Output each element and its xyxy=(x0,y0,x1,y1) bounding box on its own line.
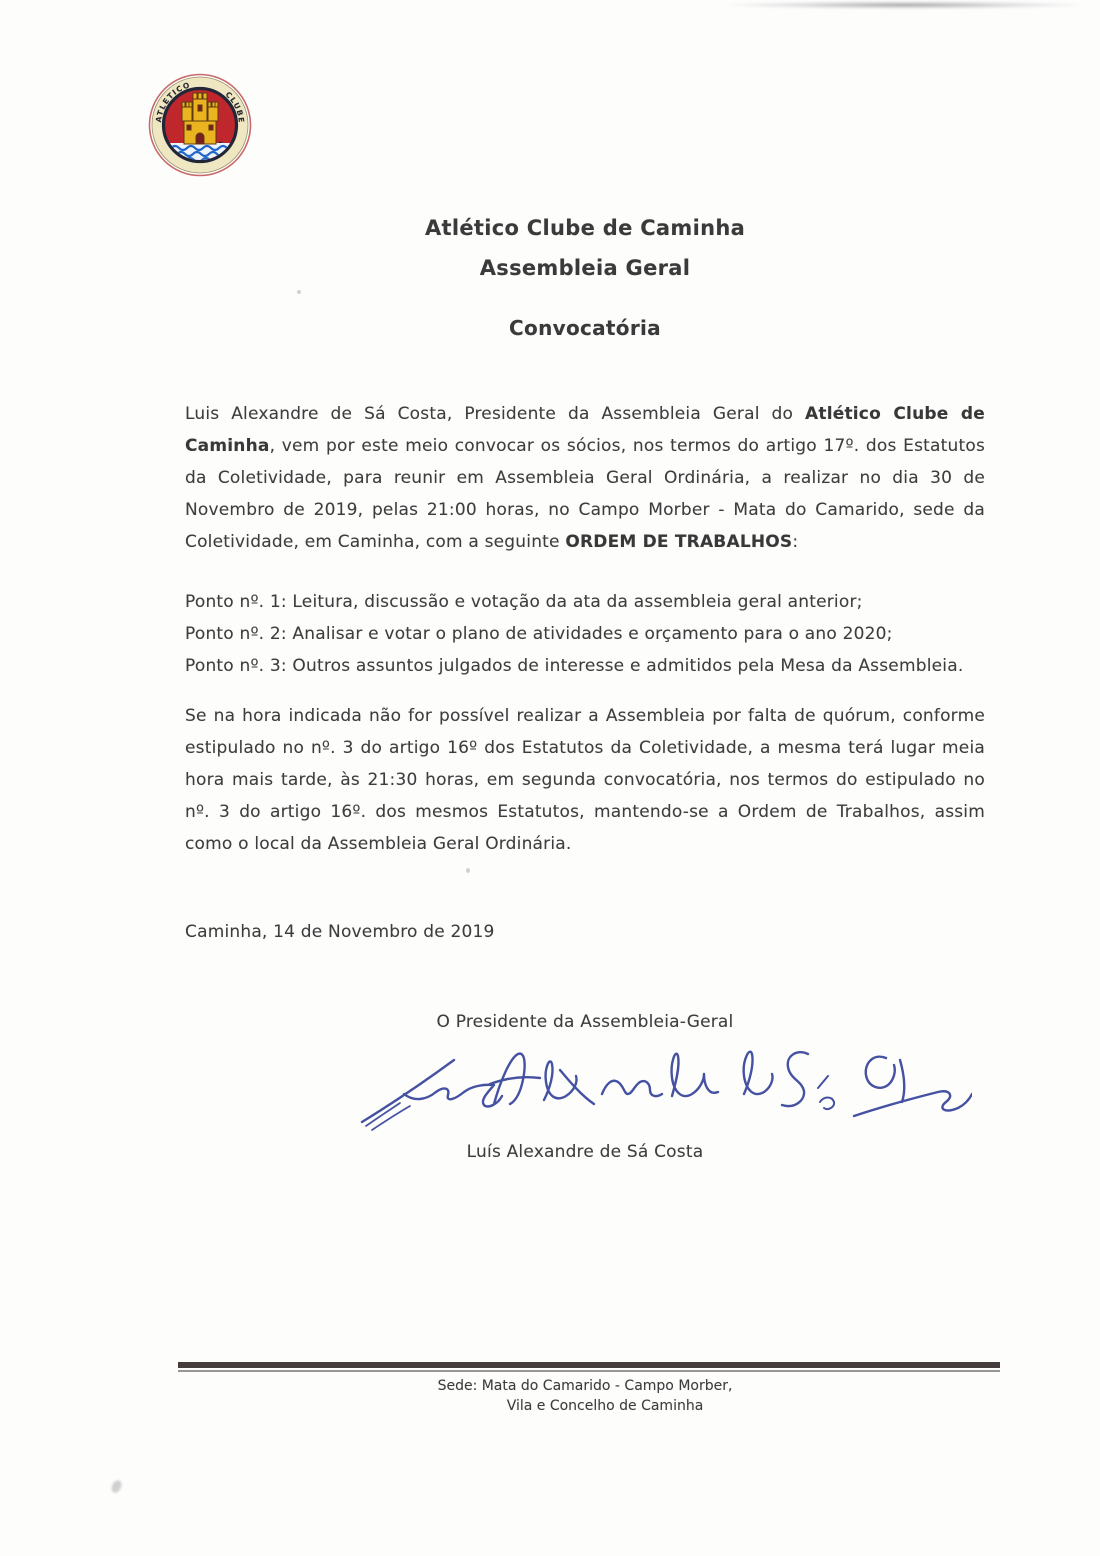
footer-rule-thick xyxy=(178,1362,1000,1368)
footer-address-line2: Vila e Concelho de Caminha xyxy=(506,1398,704,1414)
handwritten-signature xyxy=(352,1044,972,1142)
scan-dot-artifact xyxy=(297,290,301,294)
club-crest-icon xyxy=(148,73,252,177)
assembly-title: Assembleia Geral xyxy=(479,256,691,280)
footer-address-line1: Sede: Mata do Camarido - Campo Morber, xyxy=(437,1378,733,1394)
signatory-role: O Presidente da Assembleia-Geral xyxy=(436,1012,734,1032)
paragraph-intro xyxy=(185,398,985,558)
logo-arc-text-right: CLUBE xyxy=(223,89,247,125)
signatory-name: Luís Alexandre de Sá Costa xyxy=(466,1142,704,1162)
club-logo xyxy=(148,73,252,177)
agenda-point-3: Ponto nº. 3: Outros assuntos julgados de interesse e admitidos pela Mesa da Assembleia. xyxy=(185,656,964,676)
scan-shadow-artifact xyxy=(730,1,1080,9)
document-header xyxy=(185,208,985,340)
logo-arc-text-left: ATLETICO xyxy=(154,80,192,123)
footer-rule-thin xyxy=(178,1370,1000,1372)
agenda-heading-bold: ORDEM DE TRABALHOS xyxy=(565,532,793,552)
scan-dot-artifact xyxy=(466,868,470,873)
intro-text: Luis Alexandre de Sá Costa, Presidente da Assembleia Geral do xyxy=(185,404,806,424)
club-name-bold: Atlético Clube de Caminha xyxy=(185,404,985,456)
agenda-point-1: Ponto nº. 1: Leitura, discussão e votação da ata da assembleia geral anterior; xyxy=(185,592,863,612)
scan-smudge-artifact xyxy=(110,1479,123,1494)
intro-text-mid: , vem por este meio convocar os sócios, nos termos do artigo 17º. dos Estatutos da Coletividade, para reunir em Assembleia Geral Ordinária, a realizar no dia 30 de Novembro de 2019, pelas 21:00 horas, no Campo Morber - Mata do Camarido, sede da Coletividade, em Caminha, com a seguinte xyxy=(185,436,985,552)
date-line: Caminha, 14 de Novembro de 2019 xyxy=(185,922,495,942)
agenda-point-2: Ponto nº. 2: Analisar e votar o plano de atividades e orçamento para o ano 2020; xyxy=(185,624,893,644)
paragraph-quorum: Se na hora indicada não for possível realizar a Assembleia por falta de quórum, conforme estipulado no nº. 3 do artigo 16º dos Estatutos da Coletividade, a mesma terá lugar meia hora mais tarde, às 21:30 horas, em segunda convocatória, nos termos do estipulado no nº. 3 do artigo 16º. dos mesmos Estatutos, mantendo-se a Ordem de Trabalhos, assim como o local da Assembleia Geral Ordinária. xyxy=(185,706,985,854)
intro-text-end: : xyxy=(792,532,799,552)
agenda-points xyxy=(185,586,995,682)
club-title: Atlético Clube de Caminha xyxy=(424,216,746,240)
document-subtitle: Convocatória xyxy=(509,316,661,340)
